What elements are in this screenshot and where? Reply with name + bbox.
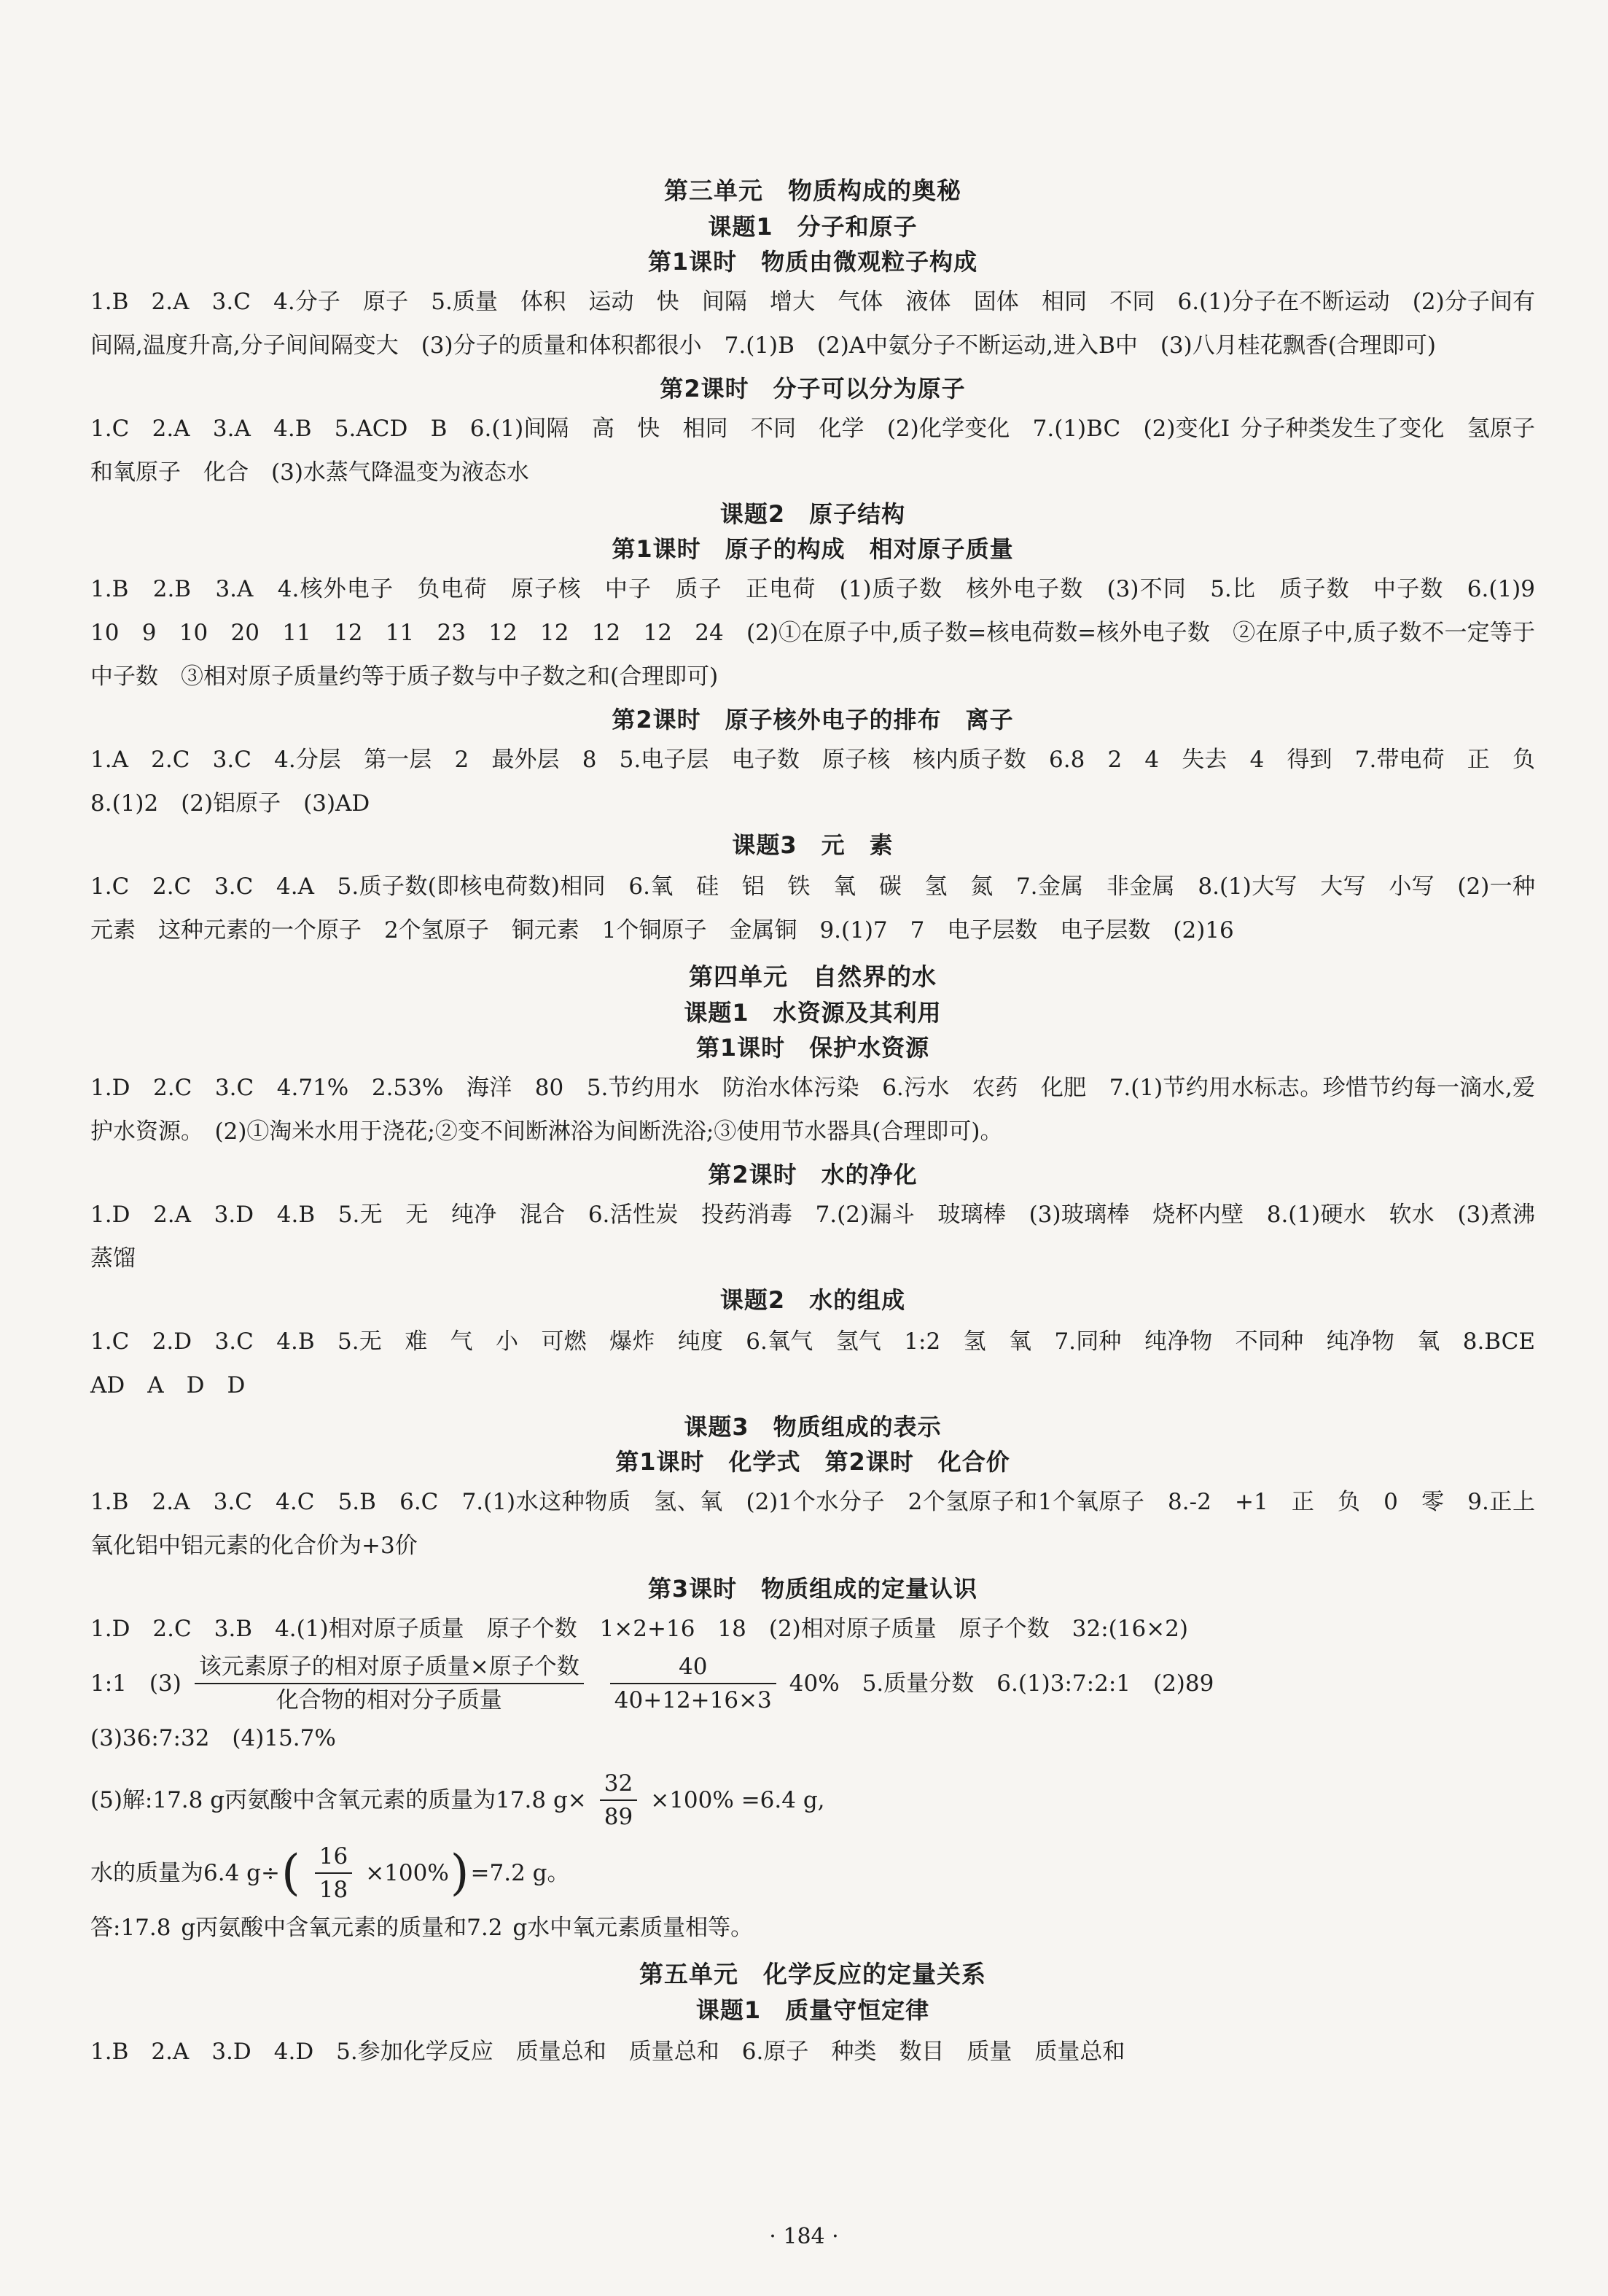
lesson-title: 第1课时 化学式 第2课时 化合价 [615, 1448, 1010, 1476]
fraction-numerator: 32 [604, 1770, 633, 1797]
solution-text: ×100% [365, 1860, 449, 1886]
answer-paragraph: 1.B 2.A 3.C 4.分子 原子 5.质量 体积 运动 快 间隔 增大 气体 液体 固体 相同 不同 6.(1)分子在不断运动 (2)分子间有间隔,温度升高,分子间间隔变大 (3)分子的质量和体积都很小 7.(1)B (2)A中氨分子不断运动,进入B中 (3)八月桂花飘香(合理即可) [90, 289, 1535, 359]
answer-paragraph: 1.C 2.A 3.A 4.B 5.ACD B 6.(1)间隔 高 快 相同 不同 化学 (2)化学变化 7.(1)BC (2)变化I 分子种类发生了变化 氢原子和氧原子 化合 (3)水蒸气降温变为液态水 [90, 416, 1535, 486]
formula-line [90, 1651, 1535, 1716]
answer-paragraph: 1.D 2.A 3.D 4.B 5.无 无 纯净 混合 6.活性炭 投药消毒 7.(2)漏斗 玻璃棒 (3)玻璃棒 烧杯内壁 8.(1)硬水 软水 (3)煮沸 蒸馏 [90, 1202, 1558, 1272]
fraction-numerator: 16 [319, 1843, 348, 1869]
formula-prefix: 1:1 (3) [90, 1670, 182, 1697]
lesson-title: 第1课时 保护水资源 [695, 1034, 930, 1062]
lesson-title: 第2课时 分子可以分为原子 [660, 375, 966, 402]
answer-paragraph: (3)36:7:32 (4)15.7% [90, 1725, 336, 1751]
solution-text: (5)解:17.8 g丙氨酸中含氧元素的质量为17.8 g× [90, 1787, 587, 1813]
fraction-denominator: 89 [604, 1804, 633, 1830]
solution-text: 水的质量为6.4 g÷ [90, 1860, 280, 1886]
answer-paragraph: 1.D 2.C 3.B 4.(1)相对原子质量 原子个数 1×2+16 18 (2)相对原子质量 原子个数 32:(16×2) [90, 1616, 1188, 1642]
fraction-oxygen-ratio [600, 1767, 637, 1833]
left-paren: ( [281, 1845, 300, 1901]
answer-paragraph: 1.C 2.C 3.C 4.A 5.质子数(即核电荷数)相同 6.氧 硅 铝 铁 氧 碳 氢 氮 7.金属 非金属 8.(1)大写 大写 小写 (2)一种元素 这种元素的一个原子 2个氢原子 铜元素 1个铜原子 金属铜 9.(1)7 7 电子层数 电子层数 (2)16 [90, 873, 1535, 943]
lesson-title: 第2课时 水的净化 [708, 1161, 918, 1188]
answer-paragraph: 1.B 2.A 3.D 4.D 5.参加化学反应 质量总和 质量总和 6.原子 种类 数目 质量 质量总和 [90, 2039, 1125, 2065]
fraction-denominator: 40+12+16×3 [614, 1687, 772, 1713]
fraction-denominator: 化合物的相对分子质量 [276, 1687, 502, 1713]
lesson-title: 第3课时 物质组成的定量认识 [647, 1575, 978, 1603]
answer-paragraph: 1.C 2.D 3.C 4.B 5.无 难 气 小 可燃 爆炸 纯度 6.氧气 氢气 1:2 氢 氧 7.同种 纯净物 不同种 纯净物 氧 8.BCE AD A D D [90, 1328, 1558, 1398]
topic-title: 课题1 水资源及其利用 [684, 999, 942, 1027]
formula-suffix: 40% 5.质量分数 6.(1)3:7:2:1 (2)89 [789, 1670, 1214, 1697]
answer-paragraph: 答:17.8 g丙氨酸中含氧元素的质量和7.2 g水中氧元素质量相等。 [90, 1915, 754, 1941]
topic-title: 课题1 分子和原子 [708, 213, 918, 241]
page-number: · 184 · [769, 2224, 839, 2249]
fraction-calcium-ratio [610, 1651, 776, 1716]
lesson-title: 第1课时 原子的构成 相对原子质量 [612, 535, 1014, 563]
lesson-title: 第2课时 原子核外电子的排布 离子 [612, 706, 1014, 733]
fraction-mass-percent-formula [195, 1651, 584, 1716]
lesson-title: 第1课时 物质由微观粒子构成 [647, 248, 978, 276]
solution-line-1 [90, 1767, 1535, 1833]
unit-title: 第五单元 化学反应的定量关系 [639, 1960, 986, 1988]
topic-title: 课题3 元 素 [732, 831, 894, 859]
solution-text: ×100% =6.4 g, [650, 1787, 825, 1813]
answer-paragraph: 1.A 2.C 3.C 4.分层 第一层 2 最外层 8 5.电子层 电子数 原子核 核内质子数 6.8 2 4 失去 4 得到 7.带电荷 正 负 8.(1)2 (2)铝原子 (3)AD [90, 747, 1558, 817]
topic-title: 课题3 物质组成的表示 [684, 1413, 942, 1441]
answer-paragraph: 1.B 2.B 3.A 4.核外电子 负电荷 原子核 中子 质子 正电荷 (1)质子数 核外电子数 (3)不同 5.比 质子数 中子数 6.(1)9 10 9 10 20 11 12 11 23 12 12 12 12 24 (2)①在原子中,质子数=核电荷数=核外电子数 ②在原子中,质子数不一定等于中子数 ③相对原子质量约等于质子数与中子数之和(合理即可) [90, 576, 1558, 690]
answer-paragraph: 1.D 2.C 3.C 4.71% 2.53% 海洋 80 5.节约用水 防治水体污染 6.污水 农药 化肥 7.(1)节约用水标志。珍惜节约每一滴水,爱护水资源。 (2)①淘米水用于浇花;②变不间断淋浴为间断洗浴;③使用节水器具(合理即可)。 [90, 1075, 1535, 1145]
fraction-numerator: 该元素原子的相对原子质量×原子个数 [198, 1654, 579, 1680]
right-paren: ) [450, 1845, 469, 1901]
fraction-denominator: 18 [319, 1877, 348, 1903]
topic-title: 课题1 质量守恒定律 [695, 1996, 930, 2024]
fraction-numerator: 40 [679, 1654, 708, 1680]
unit-title: 第四单元 自然界的水 [689, 962, 937, 991]
solution-text: =7.2 g。 [470, 1860, 570, 1886]
unit-title: 第三单元 物质构成的奥秘 [664, 176, 961, 205]
topic-title: 课题2 水的组成 [719, 1286, 906, 1314]
fraction-water-ratio [315, 1840, 352, 1906]
topic-title: 课题2 原子结构 [719, 500, 906, 528]
answer-paragraph: 1.B 2.A 3.C 4.C 5.B 6.C 7.(1)水这种物质 氢、氧 (2)1个水分子 2个氢原子和1个氧原子 8.-2 +1 正 负 0 零 9.正上 氧化铝中铝元素的化合价为+3价 [90, 1489, 1558, 1559]
solution-line-2 [90, 1840, 1535, 1906]
